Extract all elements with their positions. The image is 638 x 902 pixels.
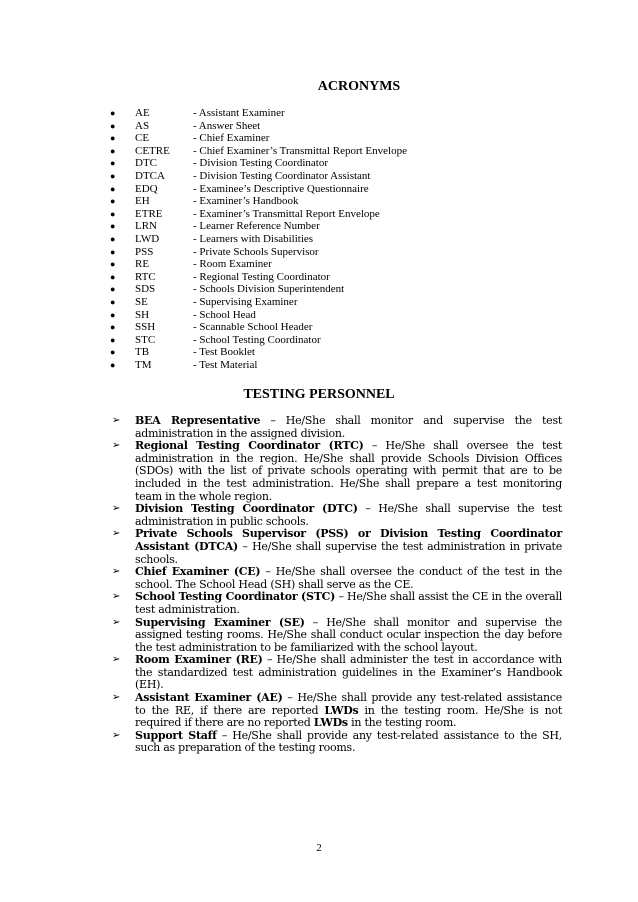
acronym-item: [110, 220, 407, 233]
bullet-icon: ●: [110, 158, 116, 169]
acronym-item: [110, 208, 407, 221]
acronym-description: - Division Testing Coordinator Assistant: [193, 169, 371, 182]
bullet-icon: ●: [110, 296, 116, 307]
arrow-bullet-icon: ➢: [112, 440, 121, 452]
acronym-abbr: STC: [135, 333, 156, 346]
personnel-role-term: Chief Examiner (CE): [135, 565, 261, 579]
acronym-item: [110, 120, 407, 133]
bullet-icon: ●: [110, 120, 116, 131]
personnel-item: [112, 692, 562, 730]
personnel-item: [112, 730, 562, 755]
personnel-item: [112, 503, 562, 528]
personnel-role-term: LWDs: [313, 716, 348, 730]
acronym-item: [110, 195, 407, 208]
arrow-bullet-icon: ➢: [112, 566, 121, 578]
acronym-item: [110, 132, 407, 145]
personnel-role-term: Room Examiner (RE): [135, 653, 263, 667]
acronym-item: [110, 170, 407, 183]
personnel-role-text: in the testing room. He/She is not required if there are no reported: [135, 703, 562, 730]
acronym-abbr: CETRE: [135, 144, 170, 157]
acronym-abbr: LRN: [135, 220, 157, 233]
testing-personnel-heading: TESTING PERSONNEL: [243, 387, 395, 402]
personnel-item: [112, 566, 562, 591]
acronym-item: [110, 334, 407, 347]
bullet-icon: ●: [110, 259, 116, 270]
acronym-item: [110, 258, 407, 271]
acronym-abbr: EH: [135, 195, 150, 208]
acronym-description: - Scannable School Header: [193, 321, 313, 334]
acronym-abbr: SH: [135, 308, 150, 321]
personnel-role-text: – He/She shall supervise the test administration in public schools.: [135, 502, 562, 528]
bullet-icon: ●: [110, 359, 116, 370]
acronym-item: [110, 321, 407, 334]
personnel-item: [112, 528, 562, 566]
arrow-bullet-icon: ➢: [112, 616, 121, 628]
personnel-role-term: Division Testing Coordinator (DTC): [135, 502, 358, 516]
acronym-abbr: ETRE: [135, 207, 163, 220]
acronym-abbr: PSS: [135, 245, 154, 258]
acronym-item: [110, 183, 407, 196]
acronym-description: - Learner Reference Number: [193, 220, 320, 233]
acronym-description: - Examiner’s Handbook: [193, 195, 299, 208]
arrow-bullet-icon: ➢: [112, 528, 121, 540]
bullet-icon: ●: [110, 284, 116, 295]
bullet-icon: ●: [110, 233, 116, 244]
acronym-description: - Examinee’s Descriptive Questionnaire: [193, 182, 369, 195]
bullet-icon: ●: [110, 170, 116, 181]
personnel-role-text: – He/She shall provide any test-related assistance to the SH, such as preparation of the testing rooms.: [135, 728, 563, 755]
personnel-role-term: BEA Representative: [135, 414, 261, 427]
arrow-bullet-icon: ➢: [112, 654, 121, 666]
bullet-icon: ●: [110, 145, 116, 156]
acronym-description: - Answer Sheet: [193, 119, 261, 132]
arrow-bullet-icon: ➢: [112, 692, 121, 704]
acronym-abbr: TM: [135, 358, 152, 371]
acronym-abbr: AS: [135, 119, 150, 132]
personnel-role-text: – He/She shall monitor and supervise the test administration in the assigned division.: [135, 414, 563, 440]
acronym-abbr: DTC: [135, 157, 157, 170]
bullet-icon: ●: [110, 246, 116, 257]
acronym-item: [110, 359, 407, 372]
acronym-item: [110, 271, 407, 284]
bullet-icon: ●: [110, 347, 116, 358]
bullet-icon: ●: [110, 309, 116, 320]
personnel-role-text: – He/She shall monitor and supervise the assigned testing rooms. He/She shall conduct ocular inspection the day before the test administration to be familiarized with the school layout.: [135, 615, 562, 654]
personnel-role-term: LWDs: [324, 703, 359, 717]
personnel-role-text: – He/She shall supervise the test administration in private schools.: [135, 539, 562, 566]
acronym-abbr: TB: [135, 346, 150, 359]
page-number: 2: [316, 842, 322, 854]
acronym-description: - Chief Examiner: [193, 132, 270, 145]
bullet-icon: ●: [110, 208, 116, 219]
acronym-description: - Assistant Examiner: [193, 107, 285, 119]
acronym-abbr: SSH: [135, 321, 156, 334]
personnel-item: [112, 654, 562, 692]
acronym-description: - Schools Division Superintendent: [193, 283, 345, 296]
arrow-bullet-icon: ➢: [112, 729, 121, 741]
acronyms-heading: ACRONYMS: [317, 79, 401, 94]
personnel-item: [112, 440, 562, 503]
arrow-bullet-icon: ➢: [112, 591, 121, 603]
personnel-item: [112, 415, 562, 440]
acronym-abbr: SDS: [135, 283, 156, 296]
acronym-description: - School Head: [193, 308, 256, 321]
personnel-role-term: Supervising Examiner (SE): [135, 615, 305, 629]
acronym-description: - Division Testing Coordinator: [193, 157, 328, 170]
personnel-role-text: – He/She shall oversee the test administration in the region. He/She shall provide Schools Division Offices (SDOs) with the list of private schools operating with permit that are to be included in the test administration. He/She shall prepare a test monitoring team in the whole region.: [135, 439, 563, 503]
acronym-description: - Regional Testing Coordinator: [193, 270, 330, 283]
acronym-item: [110, 107, 407, 120]
testing-personnel-list: [112, 415, 562, 755]
acronym-abbr: CE: [135, 132, 150, 145]
personnel-role-term: Assistant Examiner (AE): [135, 691, 283, 705]
personnel-role-term: Private Schools Supervisor (PSS) or Division Testing Coordinator Assistant (DTCA): [135, 527, 562, 553]
acronym-description: - Chief Examiner’s Transmittal Report Envelope: [193, 144, 407, 157]
acronym-item: [110, 346, 407, 359]
acronym-item: [110, 233, 407, 246]
personnel-role-text: – He/She shall assist the CE in the overall test administration.: [135, 590, 562, 616]
personnel-role-term: School Testing Coordinator (STC): [135, 590, 336, 604]
personnel-role-term: Regional Testing Coordinator (RTC): [135, 439, 364, 453]
bullet-icon: ●: [110, 334, 116, 345]
personnel-role-text: in the testing room.: [347, 716, 457, 730]
acronym-item: [110, 246, 407, 259]
acronym-description: - Test Booklet: [193, 346, 255, 359]
acronym-item: [110, 283, 407, 296]
acronym-abbr: DTCA: [135, 169, 165, 182]
personnel-role-term: Support Staff: [135, 728, 217, 742]
acronym-abbr: RTC: [135, 270, 156, 283]
arrow-bullet-icon: ➢: [112, 415, 121, 426]
personnel-item: [112, 617, 562, 655]
acronym-abbr: LWD: [135, 232, 160, 245]
bullet-icon: ●: [110, 108, 116, 118]
acronym-list: [110, 107, 407, 371]
acronym-item: [110, 157, 407, 170]
bullet-icon: ●: [110, 221, 116, 232]
bullet-icon: ●: [110, 271, 116, 282]
acronym-abbr: EDQ: [135, 182, 158, 195]
bullet-icon: ●: [110, 322, 116, 333]
acronym-description: - Examiner’s Transmittal Report Envelope: [193, 207, 380, 220]
acronym-item: [110, 145, 407, 158]
acronym-description: - Room Examiner: [193, 258, 272, 271]
bullet-icon: ●: [110, 133, 116, 144]
acronym-abbr: SE: [135, 295, 148, 308]
acronym-description: - Supervising Examiner: [193, 295, 298, 308]
acronym-item: [110, 309, 407, 322]
acronym-abbr: RE: [135, 258, 150, 271]
acronym-description: - Test Material: [193, 358, 258, 371]
arrow-bullet-icon: ➢: [112, 503, 121, 515]
acronym-abbr: AE: [135, 107, 150, 119]
acronym-description: - Learners with Disabilities: [193, 232, 314, 245]
personnel-role-text: – He/She shall oversee the conduct of the test in the school. The School Head (SH) shall serve as the CE.: [135, 565, 562, 591]
personnel-item: [112, 591, 562, 616]
acronym-description: - Private Schools Supervisor: [193, 245, 319, 258]
personnel-role-text: – He/She shall administer the test in accordance with the standardized test administration guidelines in the Examiner’s Handbook (EH).: [135, 653, 562, 692]
bullet-icon: ●: [110, 196, 116, 207]
bullet-icon: ●: [110, 183, 116, 194]
acronym-item: [110, 296, 407, 309]
personnel-role-text: – He/She shall provide any test-related assistance to the RE, if there are reported: [135, 691, 563, 717]
acronym-description: - School Testing Coordinator: [193, 333, 321, 346]
